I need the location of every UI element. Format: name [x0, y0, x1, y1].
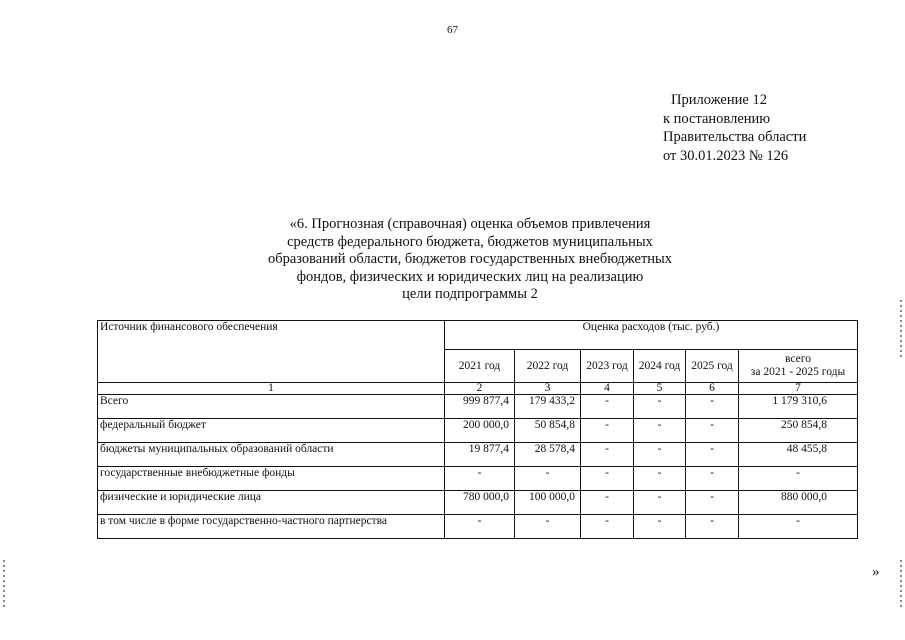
cell-2024: - — [634, 443, 686, 467]
header-estimate: Оценка расходов (тыс. руб.) — [445, 321, 858, 350]
cell-total: 48 455,8 — [739, 443, 858, 467]
cell-2021: - — [445, 467, 515, 491]
annex-line-3: Правительства области — [663, 129, 807, 145]
cell-2023: - — [581, 467, 634, 491]
header-year-2021: 2021 год — [445, 350, 515, 383]
closing-quote: » — [872, 564, 880, 580]
cell-2023: - — [581, 395, 634, 419]
annex-block — [663, 91, 806, 165]
cell-2024: - — [634, 419, 686, 443]
column-number: 7 — [739, 383, 858, 395]
annex-line-2: к постановлению — [663, 110, 771, 127]
table-row-total — [98, 395, 858, 419]
column-number: 6 — [686, 383, 739, 395]
title-line-2: средств федерального бюджета, бюджетов муниципальных — [287, 233, 653, 250]
document-title — [215, 216, 725, 304]
scan-edge-mark-left — [3, 560, 5, 610]
row-source: федеральный бюджет — [98, 419, 445, 443]
row-source: в том числе в форме государственно-частного партнерства — [98, 515, 445, 539]
table-row-municipal — [98, 443, 858, 467]
cell-2024: - — [634, 467, 686, 491]
header-year-2023: 2023 год — [581, 350, 634, 383]
cell-2021: - — [445, 515, 515, 539]
cell-2025: - — [686, 515, 739, 539]
cell-2023: - — [581, 515, 634, 539]
cell-2021: 999 877,4 — [445, 395, 515, 419]
cell-total: - — [739, 515, 858, 539]
cell-2022: 50 854,8 — [515, 419, 581, 443]
annex-line-4: от 30.01.2023 № 126 — [663, 147, 789, 164]
cell-total: 1 179 310,6 — [739, 395, 858, 419]
cell-2023: - — [581, 419, 634, 443]
cell-2024: - — [634, 515, 686, 539]
cell-2025: - — [686, 467, 739, 491]
row-source: государственные внебюджетные фонды — [98, 467, 445, 491]
header-total — [739, 350, 858, 383]
page-number: 67 — [447, 24, 458, 36]
cell-2021: 780 000,0 — [445, 491, 515, 515]
table-row-extrabudgetary — [98, 467, 858, 491]
scan-edge-mark-right-lower — [900, 560, 902, 610]
cell-2023: - — [581, 443, 634, 467]
header-year-2022: 2022 год — [515, 350, 581, 383]
cell-2025: - — [686, 443, 739, 467]
header-source: Источник финансового обеспечения — [98, 321, 445, 383]
column-number: 4 — [581, 383, 634, 395]
title-line-1: «6. Прогнозная (справочная) оценка объемов привлечения — [289, 216, 651, 232]
cell-2024: - — [634, 491, 686, 515]
cell-total: 250 854,8 — [739, 419, 858, 443]
column-number: 3 — [515, 383, 581, 395]
header-total-line-2: за 2021 - 2025 годы — [750, 366, 846, 378]
cell-2023: - — [581, 491, 634, 515]
cell-2022: 100 000,0 — [515, 491, 581, 515]
cell-total: 880 000,0 — [739, 491, 858, 515]
title-line-3: образований области, бюджетов государственных внебюджетных — [267, 251, 673, 267]
table-row-federal — [98, 419, 858, 443]
row-source: физические и юридические лица — [98, 491, 445, 515]
cell-2022: 179 433,2 — [515, 395, 581, 419]
column-number: 5 — [634, 383, 686, 395]
cell-total: - — [739, 467, 858, 491]
cell-2021: 200 000,0 — [445, 419, 515, 443]
table-row-individuals — [98, 491, 858, 515]
cell-2021: 19 877,4 — [445, 443, 515, 467]
title-line-5: цели подпрограммы 2 — [402, 286, 538, 302]
table-row-ppp — [98, 515, 858, 539]
cell-2024: - — [634, 395, 686, 419]
header-year-2025: 2025 год — [686, 350, 739, 383]
cell-2022: - — [515, 515, 581, 539]
header-total-line-1: всего — [785, 353, 811, 365]
title-line-4: фондов, физических и юридических лиц на реализацию — [296, 268, 644, 285]
row-source: бюджеты муниципальных образований области — [98, 443, 445, 467]
header-year-2024: 2024 год — [634, 350, 686, 383]
column-number: 1 — [98, 383, 445, 395]
cell-2025: - — [686, 419, 739, 443]
cell-2022: - — [515, 467, 581, 491]
row-source: Всего — [98, 395, 445, 419]
scan-edge-mark-right — [900, 300, 902, 360]
cell-2025: - — [686, 491, 739, 515]
financing-table — [97, 320, 858, 539]
cell-2025: - — [686, 395, 739, 419]
cell-2022: 28 578,4 — [515, 443, 581, 467]
column-number: 2 — [445, 383, 515, 395]
annex-line-1: Приложение 12 — [671, 92, 767, 108]
